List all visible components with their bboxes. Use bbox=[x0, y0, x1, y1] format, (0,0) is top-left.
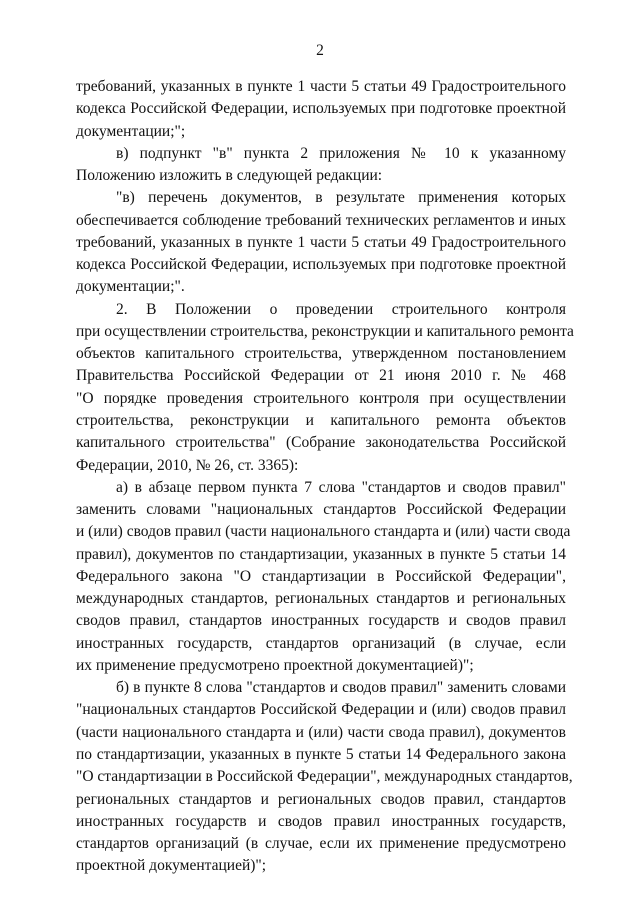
text-line: при осуществлении строительства, реконструкции и капитального ремонта bbox=[76, 322, 574, 340]
text-line: стандартов организаций (в случае, если их применение предусмотрено bbox=[76, 835, 566, 853]
text-line: проектной документацией)"; bbox=[76, 857, 267, 875]
document-body bbox=[76, 76, 574, 878]
text-line: Федерального закона "О стандартизации в Российской Федерации", bbox=[76, 567, 566, 585]
text-line: "О порядке проведения строительного контроля при осуществлении bbox=[76, 389, 566, 407]
text-line: международных стандартов, региональных стандартов и региональных bbox=[76, 590, 566, 608]
text-line: Положению изложить в следующей редакции: bbox=[76, 167, 383, 185]
text-line: по стандартизации, указанных в пункте 5 статьи 14 Федерального закона bbox=[76, 745, 566, 763]
text-line: "О стандартизации в Российской Федерации", международных стандартов, bbox=[76, 768, 573, 786]
text-line: их применение предусмотрено проектной документацией)"; bbox=[76, 656, 474, 674]
text-line: обеспечивается соблюдение требований технических регламентов и иных bbox=[76, 211, 566, 229]
text-line: региональных стандартов и региональных сводов правил, стандартов bbox=[76, 790, 566, 808]
text-line: капитального строительства" (Собрание законодательства Российской bbox=[76, 434, 566, 452]
text-line: б) в пункте 8 слова "стандартов и сводов правил" заменить словами bbox=[116, 679, 566, 697]
text-line: в) подпункт "в" пункта 2 приложения № 10 к указанному bbox=[116, 144, 566, 162]
page-number: 2 bbox=[316, 42, 324, 59]
text-line: 2. В Положении о проведении строительного контроля bbox=[116, 300, 566, 318]
text-line: "в) перечень документов, в результате применения которых bbox=[116, 189, 566, 207]
text-line: (части национального стандарта и (или) части свода правил), документов bbox=[76, 723, 566, 741]
text-line: кодекса Российской Федерации, используемых при подготовке проектной bbox=[76, 256, 566, 274]
text-line: Федерации, 2010, № 26, ст. 3365): bbox=[76, 456, 299, 474]
text-line: документации;"; bbox=[76, 122, 186, 140]
text-line: правил), документов по стандартизации, указанных в пункте 5 статьи 14 bbox=[76, 545, 566, 563]
text-line: документации;". bbox=[76, 278, 185, 296]
text-line: сводов правил, стандартов иностранных государств и сводов правил bbox=[76, 612, 566, 630]
text-line: объектов капитального строительства, утвержденном постановлением bbox=[76, 345, 566, 363]
text-line: кодекса Российской Федерации, используемых при подготовке проектной bbox=[76, 100, 566, 118]
text-line: требований, указанных в пункте 1 части 5 статьи 49 Градостроительного bbox=[76, 233, 566, 251]
text-line: и (или) сводов правил (части национального стандарта и (или) части свода bbox=[76, 523, 571, 541]
text-line: иностранных государств, стандартов организаций (в случае, если bbox=[76, 634, 566, 652]
text-line: "национальных стандартов Российской Федерации и (или) сводов правил bbox=[76, 701, 566, 719]
text-line: Правительства Российской Федерации от 21 июня 2010 г. № 468 bbox=[76, 367, 566, 385]
text-line: строительства, реконструкции и капитального ремонта объектов bbox=[76, 411, 566, 429]
text-line: требований, указанных в пункте 1 части 5 статьи 49 Градостроительного bbox=[76, 78, 566, 95]
text-line: иностранных государств и сводов правил иностранных государств, bbox=[76, 812, 566, 830]
text-line: а) в абзаце первом пункта 7 слова "стандартов и сводов правил" bbox=[116, 478, 566, 496]
text-line: заменить словами "национальных стандартов Российской Федерации bbox=[76, 501, 566, 519]
